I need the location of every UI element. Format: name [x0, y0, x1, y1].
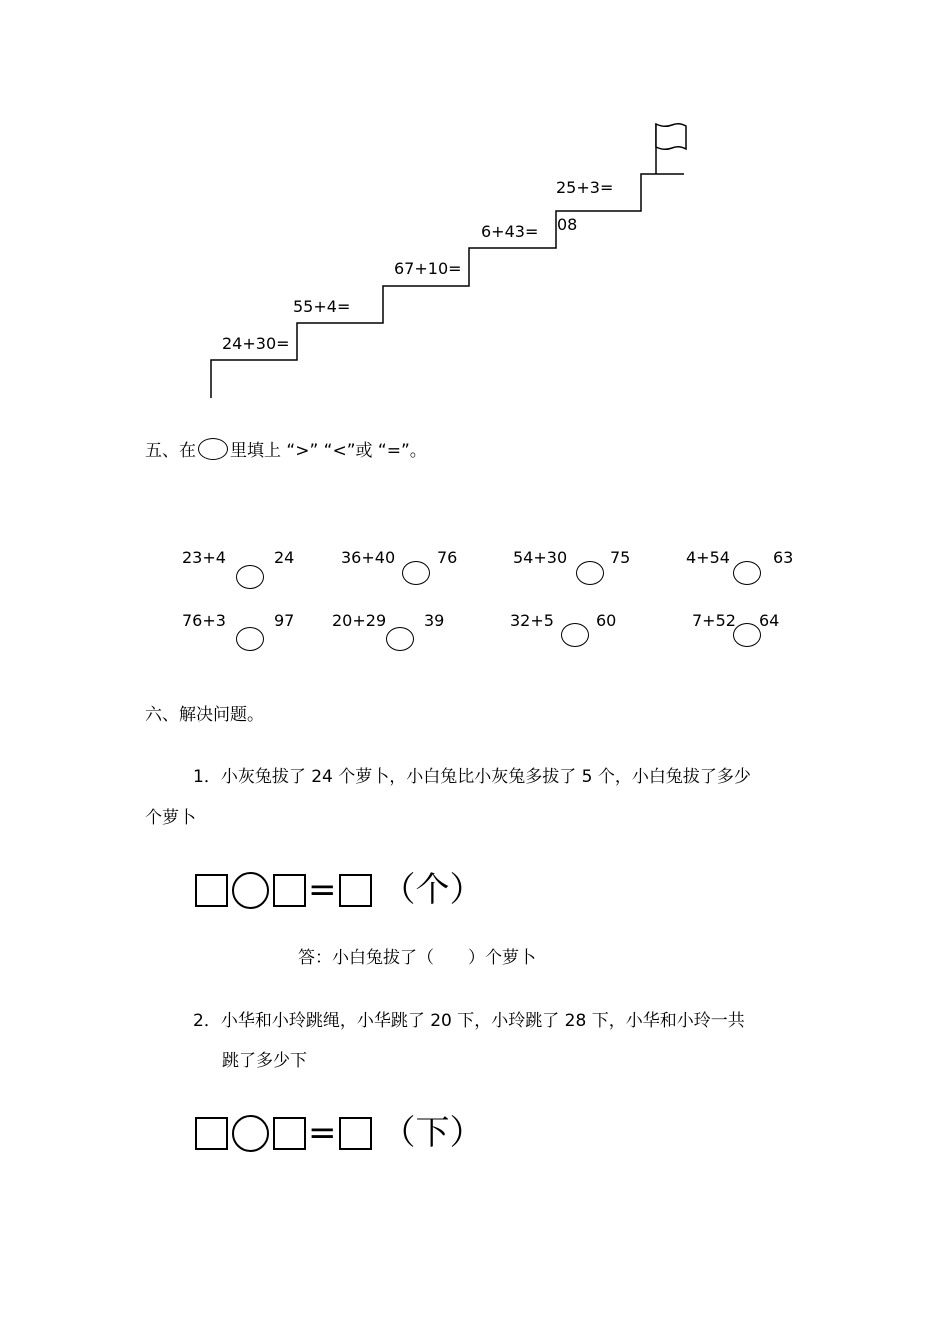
compare-right: 24	[274, 548, 295, 567]
compare-right: 64	[759, 611, 780, 630]
step-1-equation: 24+30=	[222, 334, 290, 353]
step-written-answer: 08	[557, 215, 578, 234]
compare-right: 75	[610, 548, 631, 567]
question-2-equation-template	[195, 1113, 484, 1153]
operator-circle[interactable]	[232, 1115, 269, 1152]
step-3-equation: 67+10=	[394, 259, 462, 278]
section-5-title-prefix: 五、在	[145, 441, 196, 461]
result-box[interactable]	[339, 874, 372, 907]
operator-circle[interactable]	[232, 872, 269, 909]
question-1-line-2: 个萝卜	[145, 808, 196, 828]
section-5-title	[145, 436, 427, 461]
compare-circle[interactable]	[561, 623, 589, 647]
unit-label: （下）	[381, 1113, 484, 1153]
result-box[interactable]	[339, 1117, 372, 1150]
compare-left: 76+3	[182, 611, 226, 630]
equals-sign: =	[308, 1113, 337, 1153]
compare-right: 97	[274, 611, 295, 630]
compare-left: 23+4	[182, 548, 226, 567]
compare-circle[interactable]	[733, 623, 761, 647]
compare-circle[interactable]	[236, 627, 264, 651]
compare-circle[interactable]	[576, 561, 604, 585]
step-2-equation: 55+4=	[293, 297, 351, 316]
compare-left: 54+30	[513, 548, 568, 567]
staircase-diagram	[0, 0, 950, 420]
question-2-line-1: 2．小华和小玲跳绳，小华跳了 20 下，小玲跳了 28 下，小华和小玲一共	[193, 1011, 745, 1031]
question-1-equation-template	[195, 870, 484, 910]
compare-right: 60	[596, 611, 617, 630]
compare-left: 36+40	[341, 548, 396, 567]
circle-symbol-icon	[198, 438, 228, 460]
question-1-line-1: 1．小灰兔拔了 24 个萝卜，小白兔比小灰兔多拔了 5 个，小白兔拔了多少	[193, 767, 751, 787]
compare-left: 7+52	[692, 611, 736, 630]
answer-box[interactable]	[195, 874, 228, 907]
compare-circle[interactable]	[733, 561, 761, 585]
unit-label: （个）	[381, 870, 484, 910]
equals-sign: =	[308, 870, 337, 910]
question-1-answer: 答：小白兔拔了（ ）个萝卜	[298, 948, 536, 968]
compare-left: 4+54	[686, 548, 730, 567]
section-6-title: 六、解决问题。	[145, 705, 264, 725]
answer-box[interactable]	[273, 1117, 306, 1150]
step-4-equation: 6+43=	[481, 222, 539, 241]
step-5-equation: 25+3=	[556, 178, 614, 197]
staircase-line	[211, 174, 684, 398]
compare-left: 20+29	[332, 611, 387, 630]
compare-circle[interactable]	[386, 627, 414, 651]
answer-box[interactable]	[195, 1117, 228, 1150]
compare-circle[interactable]	[402, 561, 430, 585]
question-2-line-2: 跳了多少下	[222, 1051, 307, 1071]
section-5-title-suffix: 里填上 “>” “<”或 “=”。	[230, 441, 427, 461]
compare-right: 76	[437, 548, 458, 567]
flag-icon	[656, 124, 686, 150]
compare-right: 39	[424, 611, 445, 630]
compare-left: 32+5	[510, 611, 554, 630]
answer-box[interactable]	[273, 874, 306, 907]
compare-circle[interactable]	[236, 565, 264, 589]
compare-right: 63	[773, 548, 794, 567]
